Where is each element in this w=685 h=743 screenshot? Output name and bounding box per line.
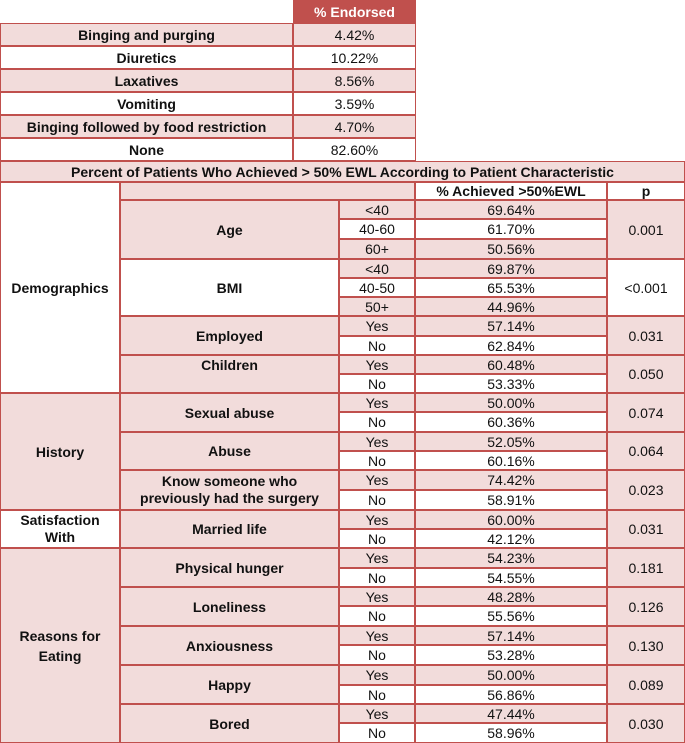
group-satisfaction	[0, 510, 120, 548]
p-value: 0.001	[607, 200, 685, 259]
pct-cell: 58.96%	[415, 723, 607, 743]
level-cell: No	[339, 412, 415, 432]
pct-cell: 60.36%	[415, 412, 607, 432]
group-line: Eating	[38, 647, 82, 664]
characteristic-line: Know someone who	[161, 473, 298, 489]
p-col-header: p	[607, 182, 685, 200]
p-value: <0.001	[607, 259, 685, 316]
level-cell: Yes	[339, 704, 415, 723]
pct-cell: 57.14%	[415, 316, 607, 336]
level-cell: No	[339, 336, 415, 355]
characteristic-age: Age	[120, 200, 339, 259]
behavior-value: 3.59%	[293, 92, 416, 115]
pct-cell: 69.87%	[415, 259, 607, 278]
p-value: 0.031	[607, 510, 685, 548]
main-table-title: Percent of Patients Who Achieved > 50% EWL According to Patient Characteristic	[0, 161, 685, 182]
pct-cell: 48.28%	[415, 587, 607, 606]
characteristic-children: Children	[120, 355, 339, 393]
pct-cell: 56.86%	[415, 685, 607, 704]
behavior-value: 8.56%	[293, 69, 416, 92]
endorsed-header: % Endorsed	[293, 0, 416, 23]
behavior-label: Binging and purging	[0, 23, 293, 46]
behavior-value: 10.22%	[293, 46, 416, 69]
characteristic-line: previously had the surgery	[140, 490, 319, 506]
characteristic-know-someone	[120, 470, 339, 510]
p-value: 0.050	[607, 355, 685, 393]
level-cell: 60+	[339, 239, 415, 259]
level-cell: Yes	[339, 393, 415, 412]
level-cell: Yes	[339, 355, 415, 374]
level-cell: Yes	[339, 316, 415, 336]
p-value: 0.089	[607, 665, 685, 704]
blank-cell	[120, 182, 415, 200]
behavior-label: Vomiting	[0, 92, 293, 115]
group-history: History	[0, 393, 120, 510]
pct-cell: 42.12%	[415, 529, 607, 548]
characteristic-sexual-abuse: Sexual abuse	[120, 393, 339, 432]
behavior-label: Diuretics	[0, 46, 293, 69]
pct-cell: 62.84%	[415, 336, 607, 355]
behavior-value: 4.70%	[293, 115, 416, 138]
characteristic-physical-hunger: Physical hunger	[120, 548, 339, 587]
pct-cell: 60.16%	[415, 451, 607, 470]
behavior-value: 4.42%	[293, 23, 416, 46]
level-cell: 40-50	[339, 278, 415, 297]
group-demographics: Demographics	[0, 182, 120, 393]
pct-cell: 53.33%	[415, 374, 607, 393]
characteristic-happy: Happy	[120, 665, 339, 704]
level-cell: No	[339, 451, 415, 470]
pct-cell: 54.23%	[415, 548, 607, 568]
p-value: 0.031	[607, 316, 685, 355]
level-cell: 50+	[339, 297, 415, 316]
level-cell: Yes	[339, 432, 415, 451]
level-cell: Yes	[339, 548, 415, 568]
level-cell: No	[339, 490, 415, 510]
p-value: 0.126	[607, 587, 685, 626]
p-value: 0.130	[607, 626, 685, 665]
level-cell: Yes	[339, 470, 415, 490]
level-cell: No	[339, 606, 415, 626]
group-line: Reasons for	[19, 627, 101, 644]
level-cell: No	[339, 685, 415, 704]
p-value: 0.074	[607, 393, 685, 432]
level-cell: Yes	[339, 626, 415, 645]
pct-cell: 65.53%	[415, 278, 607, 297]
behavior-label: Binging followed by food restriction	[0, 115, 293, 138]
pct-cell: 58.91%	[415, 490, 607, 510]
behavior-label: Laxatives	[0, 69, 293, 92]
level-cell: Yes	[339, 510, 415, 529]
p-value: 0.023	[607, 470, 685, 510]
level-cell: 40-60	[339, 219, 415, 239]
pct-cell: 60.48%	[415, 355, 607, 374]
pct-cell: 44.96%	[415, 297, 607, 316]
level-cell: No	[339, 645, 415, 665]
pct-cell: 52.05%	[415, 432, 607, 451]
p-value: 0.030	[607, 704, 685, 743]
pct-cell: 50.00%	[415, 665, 607, 685]
level-cell: No	[339, 529, 415, 548]
group-reasons-for-eating	[0, 548, 120, 743]
level-cell: <40	[339, 200, 415, 219]
level-cell: No	[339, 568, 415, 587]
pct-cell: 50.56%	[415, 239, 607, 259]
level-cell: No	[339, 723, 415, 743]
pct-cell: 57.14%	[415, 626, 607, 645]
characteristic-loneliness: Loneliness	[120, 587, 339, 626]
level-cell: <40	[339, 259, 415, 278]
characteristic-married-life: Married life	[120, 510, 339, 548]
p-value: 0.064	[607, 432, 685, 470]
pct-cell: 61.70%	[415, 219, 607, 239]
achieved-col-header: % Achieved >50%EWL	[415, 182, 607, 200]
characteristic-anxiousness: Anxiousness	[120, 626, 339, 665]
characteristic-employed: Employed	[120, 316, 339, 355]
level-cell: No	[339, 374, 415, 393]
characteristic-bmi: BMI	[120, 259, 339, 316]
group-line: Satisfaction	[20, 512, 100, 528]
pct-cell: 54.55%	[415, 568, 607, 587]
pct-cell: 60.00%	[415, 510, 607, 529]
behavior-label: None	[0, 138, 293, 161]
p-value: 0.181	[607, 548, 685, 587]
pct-cell: 69.64%	[415, 200, 607, 219]
group-line: With	[44, 529, 76, 545]
characteristic-abuse: Abuse	[120, 432, 339, 470]
pct-cell: 50.00%	[415, 393, 607, 412]
characteristic-bored: Bored	[120, 704, 339, 743]
behavior-value: 82.60%	[293, 138, 416, 161]
level-cell: Yes	[339, 587, 415, 606]
pct-cell: 55.56%	[415, 606, 607, 626]
level-cell: Yes	[339, 665, 415, 685]
pct-cell: 53.28%	[415, 645, 607, 665]
pct-cell: 47.44%	[415, 704, 607, 723]
pct-cell: 74.42%	[415, 470, 607, 490]
